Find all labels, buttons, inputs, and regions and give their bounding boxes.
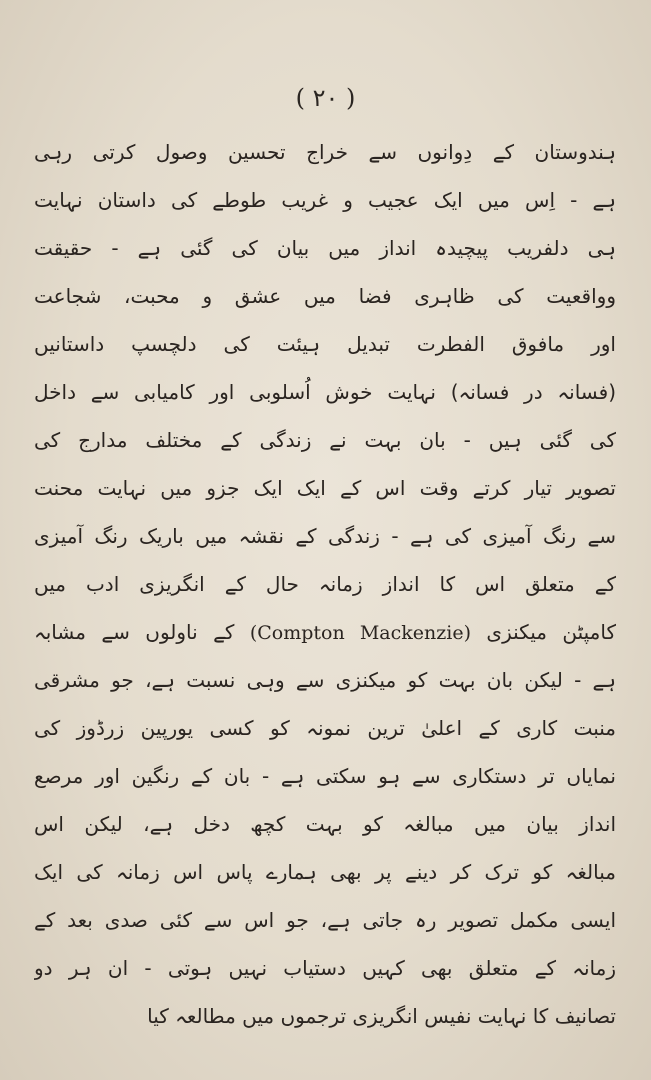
text-line: تصویر تیار کرتے وقت اس کے ایک ایک جزو میں نہایت محنت [34, 476, 616, 500]
compton-urdu-after: کے ناولوں سے مشابہ [34, 620, 235, 644]
text-line: ہی دلفریب پیچیدہ انداز میں بیان کی گئی ہے - حقیقت [34, 236, 616, 260]
text-line: ہے - اِس میں ایک عجیب و غریب طوطے کی داستان نہایت [34, 188, 616, 212]
text-line-compton [34, 608, 616, 656]
text-line: اور مافوق الفطرت تبدیل ہیئت کی دلچسپ داستانیں [34, 332, 616, 356]
body-text [34, 128, 616, 1040]
text-line: نمایاں تر دستکاری سے ہو سکتی ہے - بان کے رنگین اور مرصع [34, 764, 616, 788]
text-line: کی گئی ہیں - بان بہت نے زندگی کے مختلف مدارج کی [34, 428, 616, 452]
text-line: زمانہ کے متعلق بھی کہیں دستیاب نہیں ہوتی - ان ہر دو [34, 956, 616, 980]
text-line: مبالغہ کو ترک کر دینے پر بھی ہمارے پاس اس زمانہ کی ایک [34, 860, 616, 884]
text-line: (فسانہ در فسانہ) نہایت خوش اُسلوبی اور کامیابی سے داخل [34, 380, 616, 404]
text-line: وواقعیت کی ظاہری فضا میں عشق و محبت، شجاعت [34, 284, 616, 308]
text-line: کے متعلق اس کا انداز زمانہ حال کے انگریزی ادب میں [34, 572, 616, 596]
text-line: منبت کاری کے اعلیٰ ترین نمونہ کو کسی یورپین زرڈوز کی [34, 716, 616, 740]
text-line: تصانیف کا نہایت نفیس انگریزی ترجموں میں مطالعہ کیا [147, 1004, 616, 1028]
compton-urdu: کامپٹن میکنزی [486, 620, 616, 644]
compton-latin: (Compton Mackenzie) [249, 622, 471, 644]
text-line: ہے - لیکن بان بہت کو میکنزی سے وہی نسبت ہے، جو مشرقی [34, 668, 616, 692]
text-line: ایسی مکمل تصویر رہ جاتی ہے، جو اس سے کئی صدی بعد کے [34, 908, 616, 932]
text-line: سے رنگ آمیزی کی ہے - زندگی کے نقشہ میں باریک رنگ آمیزی [34, 524, 616, 548]
page-number: ( ۲۰ ) [295, 84, 356, 112]
text-line: انداز بیان میں مبالغہ کو بہت کچھ دخل ہے، لیکن اس [34, 812, 616, 836]
text-line: ہندوستان کے دِوانوں سے خراج تحسین وصول کرتی رہی [34, 140, 616, 164]
